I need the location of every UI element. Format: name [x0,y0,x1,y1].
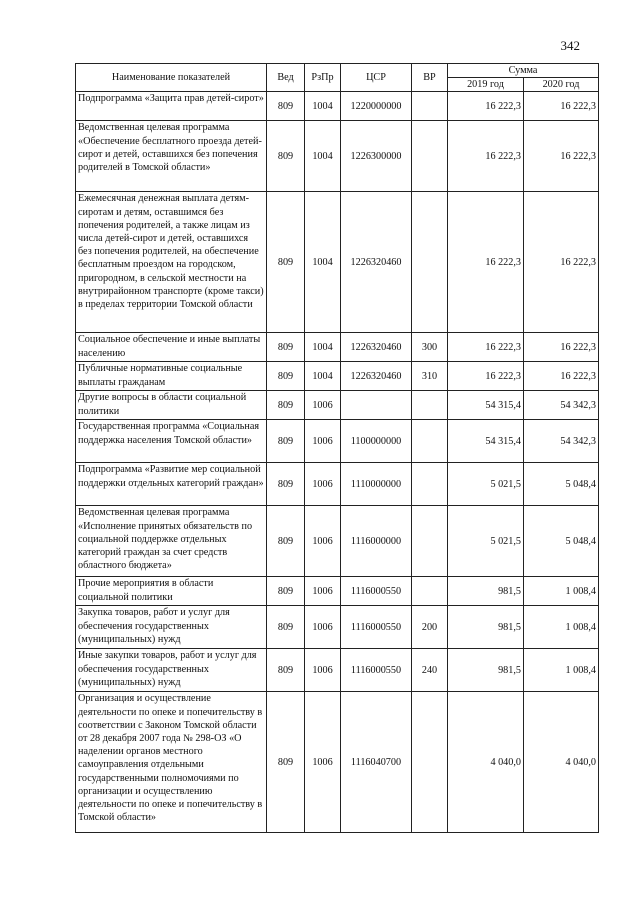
row-csr-cell [341,391,412,420]
table-row [76,577,599,606]
row-sum-2019-cell: 4 040,0 [448,692,524,833]
table-row [76,333,599,362]
row-sum-2020-cell: 16 222,3 [524,121,599,192]
row-rzpr-cell: 1004 [305,92,341,121]
row-sum-2020-cell: 1 008,4 [524,577,599,606]
table-row [76,649,599,692]
row-sum-2019-cell: 16 222,3 [448,121,524,192]
row-csr-cell: 1116000550 [341,606,412,649]
row-name-cell: Подпрограмма «Защита прав детей-сирот» [76,92,267,121]
table-row [76,391,599,420]
row-csr-cell: 1220000000 [341,92,412,121]
row-sum-2019-cell: 54 315,4 [448,420,524,463]
column-header-ved: Вед [267,64,305,92]
table-row [76,506,599,577]
budget-table [75,63,599,833]
row-vr-cell [412,121,448,192]
row-vr-cell [412,463,448,506]
table-row [76,692,599,833]
column-header-name: Наименование показателей [76,64,267,92]
row-ved-cell: 809 [267,121,305,192]
row-rzpr-cell: 1006 [305,692,341,833]
row-name-cell: Социальное обеспечение и иные выплаты населению [76,333,267,362]
column-header-2019: 2019 год [448,78,524,92]
row-sum-2019-cell: 981,5 [448,606,524,649]
row-name-cell: Публичные нормативные социальные выплаты гражданам [76,362,267,391]
row-ved-cell: 809 [267,92,305,121]
row-sum-2019-cell: 5 021,5 [448,463,524,506]
row-ved-cell: 809 [267,362,305,391]
row-sum-2020-cell: 16 222,3 [524,192,599,333]
row-name-cell: Подпрограмма «Развитие мер социальной поддержки отдельных категорий граждан» [76,463,267,506]
row-vr-cell [412,192,448,333]
row-name-cell: Иные закупки товаров, работ и услуг для обеспечения государственных (муниципальных) нужд [76,649,267,692]
row-sum-2020-cell: 5 048,4 [524,506,599,577]
row-rzpr-cell: 1004 [305,362,341,391]
row-vr-cell [412,577,448,606]
row-csr-cell: 1116000550 [341,577,412,606]
row-vr-cell [412,420,448,463]
row-rzpr-cell: 1006 [305,649,341,692]
row-rzpr-cell: 1006 [305,463,341,506]
row-name-cell: Ведомственная целевая программа «Обеспечение бесплатного проезда детей-сирот и детей, оставшихся без попечения родителей в Томской области» [76,121,267,192]
row-sum-2020-cell: 54 342,3 [524,420,599,463]
row-ved-cell: 809 [267,391,305,420]
row-sum-2019-cell: 16 222,3 [448,92,524,121]
row-name-cell: Закупка товаров, работ и услуг для обеспечения государственных (муниципальных) нужд [76,606,267,649]
row-ved-cell: 809 [267,333,305,362]
row-ved-cell: 809 [267,577,305,606]
table-row [76,362,599,391]
row-ved-cell: 809 [267,506,305,577]
row-sum-2019-cell: 981,5 [448,577,524,606]
row-name-cell: Ежемесячная денежная выплата детям-сиротам и детям, оставшимся без попечения родителей, а также лицам из числа детей-сирот и детей, оставшихся без попечения родителей, на обеспечение бесплатным проездом на городском, пригородном, в сельской местности на внутрирайонном транспорте (кроме такси) в пределах территории Томской области [76,192,267,333]
row-name-cell: Организация и осуществление деятельности по опеке и попечительству в соответствии с Законом Томской области от 28 декабря 2007 года № 298-ОЗ «О наделении органов местного самоуправления отдельными государственными полномочиями по организации и осуществлению деятельности по опеке и попечительству в Томской области» [76,692,267,833]
row-csr-cell: 1226320460 [341,192,412,333]
row-rzpr-cell: 1006 [305,606,341,649]
row-rzpr-cell: 1006 [305,420,341,463]
row-csr-cell: 1116000550 [341,649,412,692]
column-header-2020: 2020 год [524,78,599,92]
row-vr-cell [412,692,448,833]
row-csr-cell: 1116040700 [341,692,412,833]
row-vr-cell [412,391,448,420]
row-csr-cell: 1116000000 [341,506,412,577]
row-ved-cell: 809 [267,692,305,833]
row-ved-cell: 809 [267,649,305,692]
row-sum-2019-cell: 16 222,3 [448,333,524,362]
row-ved-cell: 809 [267,606,305,649]
row-sum-2020-cell: 16 222,3 [524,333,599,362]
row-csr-cell: 1110000000 [341,463,412,506]
row-sum-2020-cell: 16 222,3 [524,92,599,121]
row-ved-cell: 809 [267,192,305,333]
row-sum-2019-cell: 16 222,3 [448,362,524,391]
row-vr-cell: 200 [412,606,448,649]
row-sum-2020-cell: 5 048,4 [524,463,599,506]
table-row [76,92,599,121]
column-header-rzpr: РзПр [305,64,341,92]
row-sum-2019-cell: 54 315,4 [448,391,524,420]
row-name-cell: Государственная программа «Социальная поддержка населения Томской области» [76,420,267,463]
row-ved-cell: 809 [267,463,305,506]
row-vr-cell: 310 [412,362,448,391]
table-row [76,606,599,649]
row-name-cell: Другие вопросы в области социальной политики [76,391,267,420]
row-vr-cell [412,92,448,121]
row-ved-cell: 809 [267,420,305,463]
column-header-vr: ВР [412,64,448,92]
row-vr-cell: 240 [412,649,448,692]
row-csr-cell: 1226320460 [341,362,412,391]
row-rzpr-cell: 1006 [305,577,341,606]
row-sum-2019-cell: 16 222,3 [448,192,524,333]
row-sum-2019-cell: 981,5 [448,649,524,692]
row-rzpr-cell: 1006 [305,506,341,577]
table-row [76,420,599,463]
page-number: 342 [560,38,580,53]
column-header-csr: ЦСР [341,64,412,92]
table-row [76,121,599,192]
row-sum-2020-cell: 4 040,0 [524,692,599,833]
row-vr-cell: 300 [412,333,448,362]
row-sum-2020-cell: 1 008,4 [524,649,599,692]
row-csr-cell: 1100000000 [341,420,412,463]
row-rzpr-cell: 1004 [305,192,341,333]
table-row [76,192,599,333]
row-csr-cell: 1226320460 [341,333,412,362]
column-header-sum: Сумма [448,64,599,78]
table-body [76,92,599,833]
row-vr-cell [412,506,448,577]
row-sum-2020-cell: 54 342,3 [524,391,599,420]
row-sum-2020-cell: 16 222,3 [524,362,599,391]
row-rzpr-cell: 1006 [305,391,341,420]
row-sum-2020-cell: 1 008,4 [524,606,599,649]
row-name-cell: Прочие мероприятия в области социальной политики [76,577,267,606]
table-row [76,463,599,506]
row-rzpr-cell: 1004 [305,333,341,362]
row-rzpr-cell: 1004 [305,121,341,192]
header-row-top [76,64,599,78]
row-csr-cell: 1226300000 [341,121,412,192]
row-name-cell: Ведомственная целевая программа «Исполнение принятых обязательств по социальной поддержке отдельных категорий граждан за счет средств областного бюджета» [76,506,267,577]
row-sum-2019-cell: 5 021,5 [448,506,524,577]
